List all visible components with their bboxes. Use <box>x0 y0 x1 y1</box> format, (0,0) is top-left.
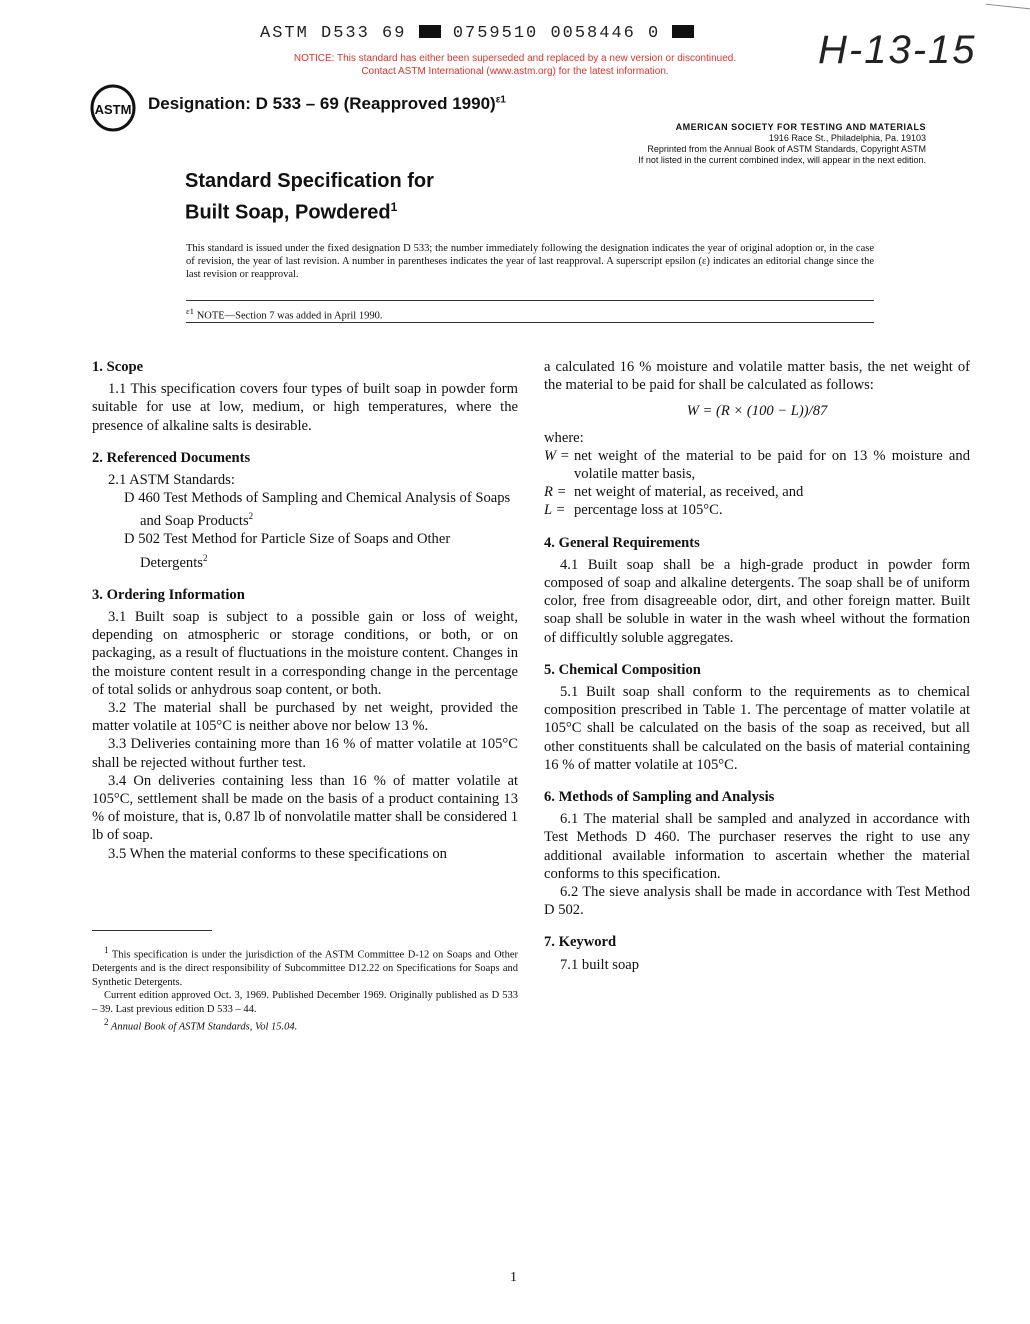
publisher-org: AMERICAN SOCIETY FOR TESTING AND MATERIALS <box>675 122 926 132</box>
barcode-block <box>419 25 441 38</box>
reprint-line-2: If not listed in the current combined index, will appear in the next edition. <box>638 155 926 165</box>
barcode-block <box>672 25 694 38</box>
footnote-ref: 2 <box>248 511 254 522</box>
epsilon-sup: ε1 <box>186 306 195 316</box>
paragraph-3-3: 3.3 Deliveries containing more than 16 % of matter volatile at 105°C shall be rejected without further test. <box>92 736 518 771</box>
reference-d502: D 502 Test Method for Particle Size of Soaps and Other Detergents$^2$ <box>124 531 451 571</box>
title-line-2: Built Soap, Powdered$^1$ <box>185 200 398 224</box>
handwritten-mark: H-13-15 <box>818 28 977 72</box>
footnote-1-edition: Current edition approved Oct. 3, 1969. Published December 1969. Originally published as D 533 – 39. Last previous edition D 533 – 44. <box>92 990 518 1015</box>
definition-r: R = net weight of material, as received, and <box>544 484 804 501</box>
paragraph-3-5: 3.5 When the material conforms to these specifications on <box>108 845 447 862</box>
paragraph-4-1: 4.1 Built soap shall be a high-grade product in powder form composed of soap and alkaline detergents. The soap shall be of uniform color, free from disagreeable odor, dirt, and other foreign matter. Built soap shall be soluble in water in the wash wheel without the formation of difficultly soluble aggregates. <box>544 556 970 646</box>
section-heading-sampling-analysis: 6. Methods of Sampling and Analysis <box>544 789 775 806</box>
definition-w: W = net weight of the material to be paid for on 13 % moisture and volatile matter basis, <box>544 447 970 483</box>
paragraph-3-5-continued: a calculated 16 % moisture and volatile matter basis, the net weight of the material to be paid for shall be calculated as follows: <box>544 359 970 394</box>
logo-text: ASTM <box>94 102 132 117</box>
paragraph-2-1: 2.1 ASTM Standards: <box>108 472 235 489</box>
designation-superscript: ε1 <box>495 94 506 106</box>
paragraph-3-4: 3.4 On deliveries containing less than 16 % of matter volatile at 105°C, settlement shall be made on the basis of a product containing 13 % of moisture, that is, 0.87 lb of nonvolatile matter shall be considered 1 lb of soap. <box>92 772 518 844</box>
epsilon-note <box>186 306 382 322</box>
section-heading-keyword: 7. Keyword <box>544 934 617 951</box>
document-title <box>185 168 434 226</box>
barcode-part-2: 0759510 0058446 0 <box>452 24 661 43</box>
divider <box>186 300 874 301</box>
scan-artifact-line <box>984 4 1030 24</box>
section-heading-chemical-composition: 5. Chemical Composition <box>544 661 701 678</box>
footnote-ref: 2 <box>202 552 208 563</box>
footnote-1: $^1$ This specification is under the jurisdiction of the ASTM Committee D-12 on Soaps and Other Detergents and is the direct responsibility of Subcommittee D12.22 on Specifications for Soaps and Synthetic Detergents. <box>92 945 518 988</box>
document-barcode-line <box>260 24 694 43</box>
title-line-1: Standard Specification for <box>185 170 434 192</box>
reference-d460: D 460 Test Methods of Sampling and Chemical Analysis of Soaps and Soap Products$^2$ <box>124 490 511 530</box>
where-label: where: <box>544 429 584 446</box>
reprint-line-1: Reprinted from the Annual Book of ASTM Standards, Copyright ASTM <box>647 144 926 154</box>
footnotes <box>92 944 518 1034</box>
paragraph-5-1: 5.1 Built soap shall conform to the requirements as to chemical composition prescribed in Table 1. The percentage of matter volatile at 105°C shall be calculated on the basis of the soap as received, but all other constituents shall be calculated on the basis of material containing 16 % of matter volatile at 105°C. <box>544 684 970 773</box>
definition-l: L = percentage loss at 105°C. <box>544 502 723 519</box>
epsilon-text: NOTE—Section 7 was added in April 1990. <box>194 310 383 322</box>
paragraph-3-1: 3.1 Built soap is subject to a possible gain or loss of weight, depending on atmospheric or storage conditions, or both, or on packaging, as a result of fluctuations in the moisture content. Changes in the moisture content result in a corresponding change in the percentage of total solids or anhydrous soap content, or both. <box>92 608 518 698</box>
right-column <box>544 358 970 974</box>
issue-note: This standard is issued under the fixed designation D 533; the number immediately following the designation indicates the year of original adoption or, in the case of revision, the year of last revision. A number in parentheses indicates the year of last reapproval. A superscript epsilon (ε) indicates an editorial change since the last revision or reapproval. <box>186 243 874 280</box>
notice-line-1: NOTICE: This standard has either been superseded and replaced by a new version or discontinued. <box>293 53 737 64</box>
paragraph-3-2: 3.2 The material shall be purchased by net weight, provided the matter volatile at 105°C is neither above nor below 13 %. <box>92 699 518 735</box>
page-number: 1 <box>510 1270 517 1285</box>
paragraph-6-1: 6.1 The material shall be sampled and analyzed in accordance with Test Methods D 460. The purchaser reserves the right to use any additional available information to ascertain whether the material conforms to this specification. <box>544 811 970 882</box>
superseded-notice <box>240 52 790 78</box>
paragraph-6-2: 6.2 The sieve analysis shall be made in accordance with Test Method D 502. <box>544 884 970 919</box>
publisher-block <box>560 122 926 166</box>
section-heading-ordering-information: 3. Ordering Information <box>92 586 245 603</box>
weight-formula: W = (R × (100 − L))/87 <box>686 403 828 420</box>
paragraph-7-1: 7.1 built soap <box>560 956 640 973</box>
section-heading-scope: 1. Scope <box>92 359 144 375</box>
publisher-address: 1916 Race St., Philadelphia, Pa. 19103 <box>768 133 926 143</box>
notice-line-2: Contact ASTM International (www.astm.org) for the latest information. <box>361 66 669 77</box>
designation <box>148 94 506 114</box>
paragraph-1-1: 1.1 This specification covers four types of built soap in powder form suitable for use at low, medium, or high temperatures, where the presence of alkaline salts is desirable. <box>92 381 518 434</box>
barcode-part-1: ASTM D533 69 <box>260 24 407 43</box>
astm-logo-icon <box>90 84 136 132</box>
left-column <box>92 358 518 863</box>
divider <box>186 322 874 323</box>
section-heading-referenced-documents: 2. Referenced Documents <box>92 449 251 466</box>
section-heading-general-requirements: 4. General Requirements <box>544 534 700 551</box>
designation-text: Designation: D 533 – 69 (Reapproved 1990) <box>148 94 496 113</box>
footnote-divider <box>92 930 212 931</box>
footnote-2: $^2$ Annual Book of ASTM Standards, Vol 15.04. <box>104 1017 298 1033</box>
title-footnote-ref: 1 <box>390 200 398 214</box>
